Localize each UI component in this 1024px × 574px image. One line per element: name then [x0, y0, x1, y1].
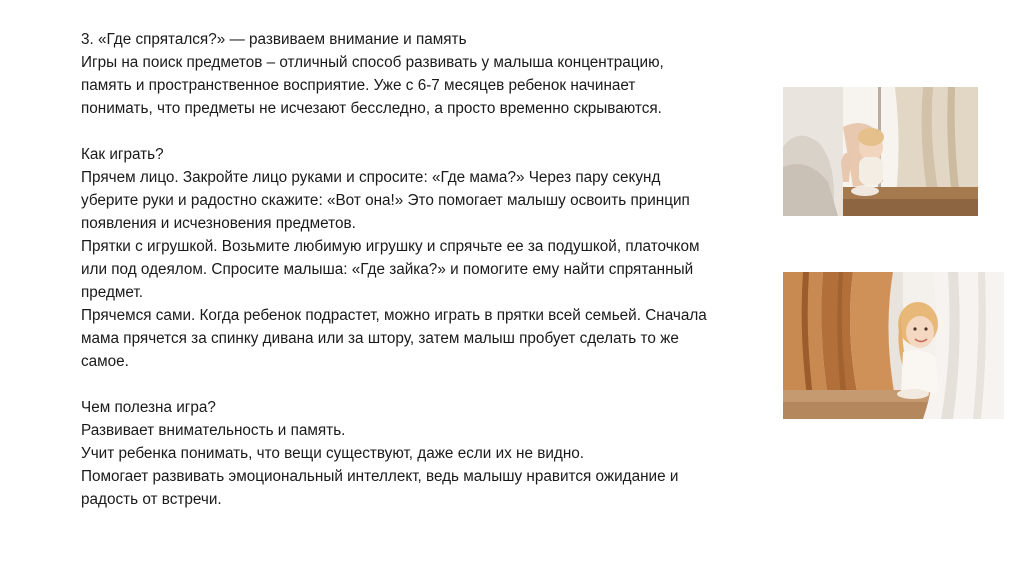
text-line: Прятки с игрушкой. Возьмите любимую игрушку и спрячьте ее за подушкой, платочком — [81, 238, 700, 255]
text-line: радость от встречи. — [81, 491, 222, 508]
text-line: самое. — [81, 353, 129, 370]
text-line: мама прячется за спинку дивана или за штору, затем малыш пробует сделать то же — [81, 330, 679, 347]
text-line: уберите руки и радостно скажите: «Вот она!» Это помогает малышу освоить принцип — [81, 192, 690, 209]
photo-peekaboo-curtain — [783, 87, 978, 216]
text-line: появления и исчезновения предметов. — [81, 215, 356, 232]
text-line: Учит ребенка понимать, что вещи существуют, даже если их не видно. — [81, 445, 585, 462]
text-line: память и пространственное восприятие. Уже с 6-7 месяцев ребенок начинает — [81, 77, 636, 94]
section-heading-benefits: Чем полезна игра? — [81, 399, 216, 416]
text-line: Прячем лицо. Закройте лицо руками и спросите: «Где мама?» Через пару секунд — [81, 169, 661, 186]
paragraph-gap — [81, 373, 811, 396]
text-line: Помогает развивать эмоциональный интеллект, ведь малышу нравится ожидание и — [81, 468, 679, 485]
text-line: Игры на поиск предметов – отличный способ развивать у малыша концентрацию, — [81, 54, 664, 71]
heading-line: 3. «Где спрятался?» — развиваем внимание и память — [81, 31, 467, 48]
text-line: Прячемся сами. Когда ребенок подрастет, можно играть в прятки всей семьей. Сначала — [81, 307, 707, 324]
text-line: понимать, что предметы не исчезают бесследно, а просто временно скрываются. — [81, 100, 662, 117]
photo-girl-behind-curtain-image — [783, 272, 1004, 419]
section-heading-how-to-play: Как играть? — [81, 146, 164, 163]
photo-peekaboo-curtain-image — [783, 87, 978, 216]
text-line: или под одеялом. Спросите малыша: «Где зайка?» и помогите ему найти спрятанный — [81, 261, 694, 278]
text-body — [81, 28, 811, 511]
paragraph-gap — [81, 120, 811, 143]
text-line: предмет. — [81, 284, 143, 301]
text-line: Развивает внимательность и память. — [81, 422, 346, 439]
photo-girl-behind-curtain — [783, 272, 1004, 419]
